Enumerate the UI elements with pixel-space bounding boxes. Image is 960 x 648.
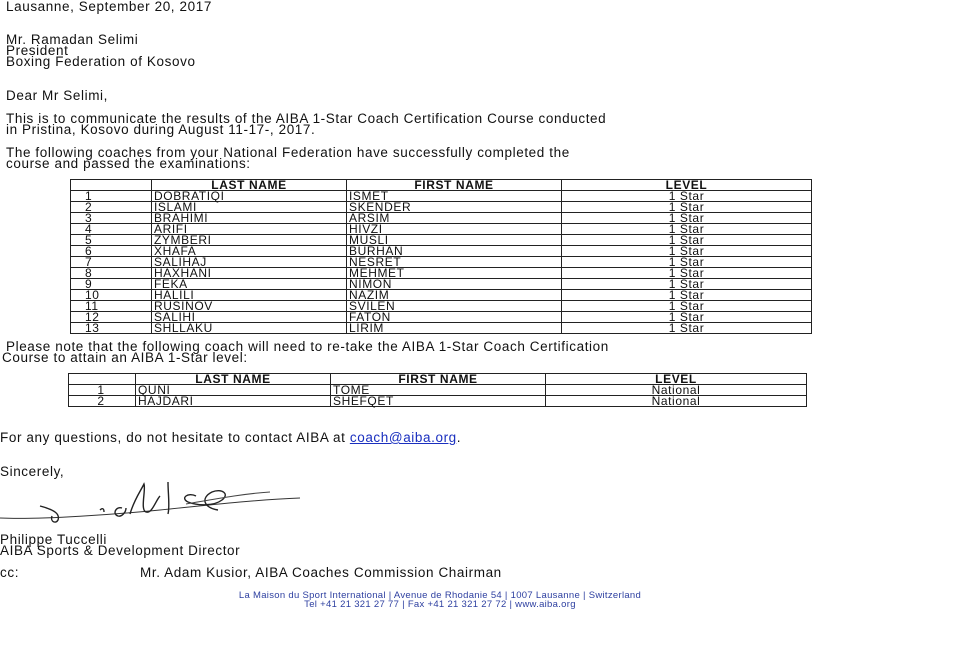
row-number: 11 bbox=[71, 301, 152, 312]
level-cell: 1 Star bbox=[562, 235, 812, 246]
salutation: Dear Mr Selimi, bbox=[6, 88, 109, 103]
row-number: 12 bbox=[71, 312, 152, 323]
row-number: 5 bbox=[71, 235, 152, 246]
intro-line-1: This is to communicate the results of the AIBA 1-Star Coach Certification Course conducted bbox=[6, 111, 607, 126]
signer-name: Philippe Tuccelli bbox=[0, 532, 108, 547]
row-number: 3 bbox=[71, 213, 152, 224]
last-name-cell: SALIHI bbox=[152, 312, 347, 323]
first-name-cell: TOME bbox=[331, 385, 546, 396]
level-cell: 1 Star bbox=[562, 202, 812, 213]
column-header-first-name: FIRST NAME bbox=[331, 374, 546, 385]
last-name-cell: HALILI bbox=[152, 290, 347, 301]
cc-label: cc: bbox=[0, 565, 20, 580]
last-name-cell: FEKA bbox=[152, 279, 347, 290]
recipient-organization: Boxing Federation of Kosovo bbox=[6, 54, 196, 69]
closing: Sincerely, bbox=[0, 464, 65, 479]
passed-line-1: The following coaches from your National Federation have successfully completed the bbox=[6, 145, 570, 160]
level-cell: 1 Star bbox=[562, 290, 812, 301]
last-name-cell: ISLAMI bbox=[152, 202, 347, 213]
retake-line-2: Course to attain an AIBA 1-Star level: bbox=[2, 350, 248, 365]
recipient-name: Mr. Ramadan Selimi bbox=[6, 32, 139, 47]
first-name-cell: FATON bbox=[347, 312, 562, 323]
footer-address: La Maison du Sport International | Avenue de Rhodanie 54 | 1007 Lausanne | Switzerland bbox=[238, 590, 642, 601]
level-cell: National bbox=[546, 385, 807, 396]
retake-line-1: Please note that the following coach will need to re-take the AIBA 1-Star Coach Certification bbox=[6, 339, 609, 354]
row-number: 2 bbox=[71, 202, 152, 213]
cc-recipient: Mr. Adam Kusior, AIBA Coaches Commission Chairman bbox=[140, 565, 502, 580]
last-name-cell: SHLLAKU bbox=[152, 323, 347, 334]
table-row bbox=[71, 323, 812, 334]
first-name-cell: SKENDER bbox=[347, 202, 562, 213]
level-cell: 1 Star bbox=[562, 213, 812, 224]
last-name-cell: ARIFI bbox=[152, 224, 347, 235]
contact-line bbox=[0, 431, 461, 445]
last-name-cell: QUNI bbox=[136, 385, 331, 396]
row-number: 1 bbox=[71, 191, 152, 202]
first-name-cell: LIRIM bbox=[347, 323, 562, 334]
contact-text: For any questions, do not hesitate to contact AIBA at bbox=[0, 430, 346, 445]
row-number: 13 bbox=[71, 323, 152, 334]
column-header-level: LEVEL bbox=[546, 374, 807, 385]
first-name-cell: HIVZI bbox=[347, 224, 562, 235]
first-name-cell: MEHMET bbox=[347, 268, 562, 279]
intro-line-2: in Pristina, Kosovo during August 11-17-, 2017. bbox=[6, 122, 316, 137]
last-name-cell: HAJDARI bbox=[136, 396, 331, 407]
table-row bbox=[69, 396, 807, 407]
row-number: 6 bbox=[71, 246, 152, 257]
column-header-first-name: FIRST NAME bbox=[347, 180, 562, 191]
last-name-cell: DOBRATIQI bbox=[152, 191, 347, 202]
column-header-level: LEVEL bbox=[562, 180, 812, 191]
contact-email-link[interactable]: coach@aiba.org bbox=[349, 430, 457, 445]
passed-line-2: course and passed the examinations: bbox=[6, 156, 251, 171]
first-name-cell: SVILEN bbox=[347, 301, 562, 312]
last-name-cell: SALIHAJ bbox=[152, 257, 347, 268]
first-name-cell: BURHAN bbox=[347, 246, 562, 257]
last-name-cell: RUSINOV bbox=[152, 301, 347, 312]
column-header-last-name: LAST NAME bbox=[152, 180, 347, 191]
signer-title: AIBA Sports & Development Director bbox=[0, 543, 241, 558]
column-header-last-name: LAST NAME bbox=[136, 374, 331, 385]
row-number: 8 bbox=[71, 268, 152, 279]
last-name-cell: XHAFA bbox=[152, 246, 347, 257]
first-name-cell: MUSLI bbox=[347, 235, 562, 246]
level-cell: 1 Star bbox=[562, 279, 812, 290]
last-name-cell: ZYMBERI bbox=[152, 235, 347, 246]
handwritten-signature bbox=[0, 470, 310, 530]
level-cell: 1 Star bbox=[562, 191, 812, 202]
row-number: 10 bbox=[71, 290, 152, 301]
recipient-title: President bbox=[6, 43, 69, 58]
passed-coaches-table bbox=[70, 179, 812, 334]
level-cell: 1 Star bbox=[562, 323, 812, 334]
level-cell: 1 Star bbox=[562, 301, 812, 312]
first-name-cell: NAZIM bbox=[347, 290, 562, 301]
footer-contact: Tel +41 21 321 27 77 | Fax +41 21 321 27 72 | www.aiba.org bbox=[304, 599, 576, 610]
row-number: 2 bbox=[69, 396, 136, 407]
level-cell: 1 Star bbox=[562, 246, 812, 257]
first-name-cell: ISMET bbox=[347, 191, 562, 202]
row-number: 9 bbox=[71, 279, 152, 290]
level-cell: 1 Star bbox=[562, 257, 812, 268]
contact-end: . bbox=[456, 430, 462, 445]
last-name-cell: BRAHIMI bbox=[152, 213, 347, 224]
level-cell: 1 Star bbox=[562, 268, 812, 279]
level-cell: 1 Star bbox=[562, 224, 812, 235]
column-header-number bbox=[71, 180, 152, 191]
first-name-cell: NIMON bbox=[347, 279, 562, 290]
date-line: Lausanne, September 20, 2017 bbox=[6, 0, 212, 14]
row-number: 1 bbox=[69, 385, 136, 396]
level-cell: 1 Star bbox=[562, 312, 812, 323]
row-number: 7 bbox=[71, 257, 152, 268]
retake-coaches-table bbox=[68, 373, 807, 407]
row-number: 4 bbox=[71, 224, 152, 235]
first-name-cell: NESRET bbox=[347, 257, 562, 268]
first-name-cell: SHEFQET bbox=[331, 396, 546, 407]
level-cell: National bbox=[546, 396, 807, 407]
last-name-cell: HAXHANI bbox=[152, 268, 347, 279]
first-name-cell: ARSIM bbox=[347, 213, 562, 224]
